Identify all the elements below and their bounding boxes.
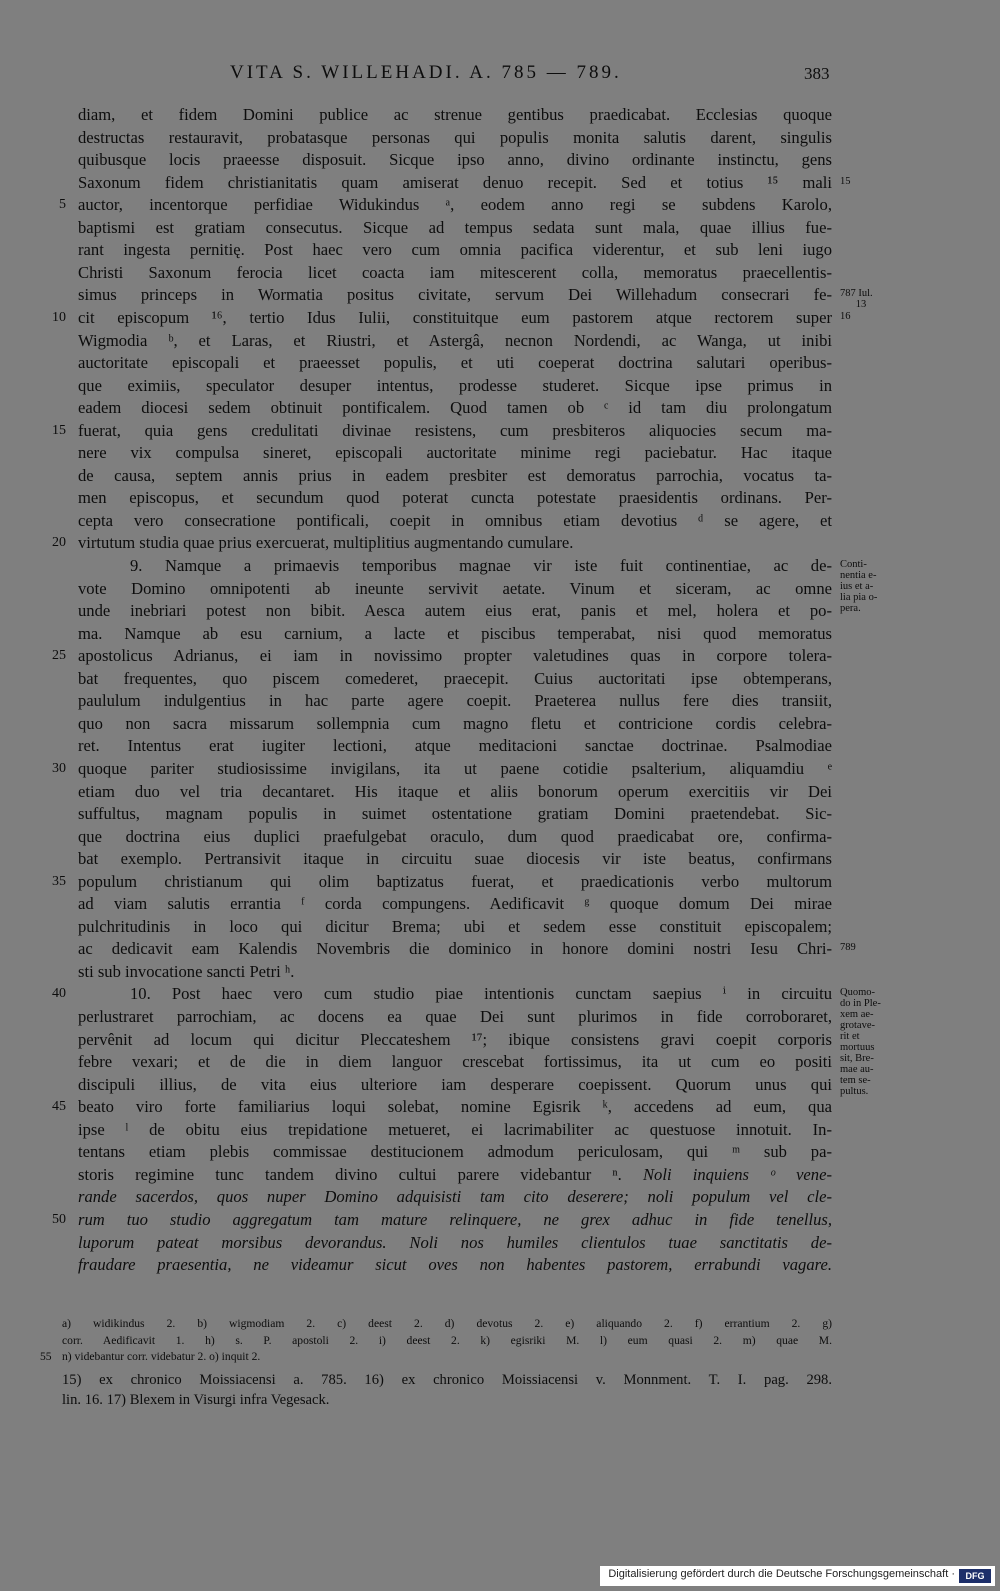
footnote-line: n) videbantur corr. videbatur 2. o) inquit 2. (62, 1350, 261, 1363)
text-line: pulchritudinis in loco qui dicitur Brema; ubi et sedem esse constituit episcopalem; (78, 916, 832, 936)
text-line: apostolicus Adrianus, ei iam in novissimo propter valetudines quas in corpore tolera- (78, 646, 832, 666)
text-line: baptismi est gratiam consecutus. Sicque ad tempus sedata sunt mala, quae illius fue- (78, 217, 832, 237)
text-line: storis regimine tunc tandem divino cultui parere videbantur ⁿ. Noli inquiens ᵒ vene- (78, 1164, 832, 1184)
text-line: Wigmodia ᵇ, et Laras, et Riustri, et Astergâ, necnon Nordendi, ac Wanga, ut inibi (78, 330, 832, 350)
margin-note: 789 (840, 942, 856, 954)
text-line: que doctrina eius duplici praefulgebat oraculo, dum quod praedicabat ore, confirma- (78, 826, 832, 846)
line-number: 55 (40, 1350, 52, 1363)
margin-note: 16 (840, 310, 851, 322)
text-line: destructas restauravit, probatasque personas qui populis monita salutis darent, singulis (78, 127, 832, 147)
margin-note: 15 (840, 175, 851, 187)
text-line: rant ingesta pernitię. Post haec vero cum omnia pacifica viderentur, et sub leni iugo (78, 240, 832, 260)
text-line: quibusque locis praeesse disposuit. Sicque ipso anno, divino ordinante instinctu, gens (78, 150, 832, 170)
line-number: 15 (52, 422, 66, 438)
text-line: fraudare praesentia, ne videamur sicut oves non habentes pastorem, errabundi vagare. (78, 1255, 832, 1275)
text-line: rande sacerdos, quos nuper Domino adquisisti tam cito deserere; noli populum vel cle- (78, 1187, 832, 1207)
text-line: virtutum studia quae prius exercuerat, multiplitius augmentando cumulare. (78, 533, 574, 553)
text-line: cit episcopum ¹⁶, tertio Idus Iulii, constituitque eum pastorem atque rectorem super (78, 307, 832, 327)
source-note: 15) ex chronico Moissiacensi a. 785. 16) ex chronico Moissiacensi v. Monnment. T. I. pag. 298. (62, 1372, 832, 1388)
text-line: bat exemplo. Pertransivit itaque in circuitu suae diocesis vir iste beatus, confirmans (78, 849, 832, 869)
text-line: discipuli illius, de vita eius ulteriore iam desperare coepissent. Quorum unus qui (78, 1074, 832, 1094)
line-number: 45 (52, 1099, 66, 1115)
line-number: 5 (59, 197, 66, 213)
text-line: de causa, septem annis prius in eadem presbiter est demoratus parrochia, vocatus ta- (78, 465, 832, 485)
text-line: bat frequentes, quo piscem comederet, praecepit. Cuius auctoritati ipse obtemperans, (78, 668, 832, 688)
text-line: etiam duo vel tria decantaret. His itaque et aliis bonorum operum exercitiis vir Dei (78, 781, 832, 801)
text-line: eadem diocesi sedem obtinuit pontificalem. Quod tamen ob ᶜ id tam diu prolongatum (78, 398, 832, 418)
text-line: 9. Namque a primaevis temporibus magnae vir iste fuit continentiae, ac de- (130, 556, 832, 575)
line-number: 35 (52, 873, 66, 889)
margin-note: Conti- nentia e- ius et a- lia pia o- pera. (840, 559, 878, 614)
text-line: Saxonum fidem christianitatis quam amiserat denuo recepit. Sed et totius ¹⁵ mali (78, 172, 832, 192)
text-line: 10. Post haec vero cum studio piae intentionis cunctam saepius ⁱ in circuitu (130, 984, 832, 1004)
line-number: 25 (52, 648, 66, 664)
text-line: auctoritate episcopali et praeesset populis, et uti coeperat doctrina salutari operibus- (78, 353, 832, 373)
footnote-line: a) widikindus 2. b) wigmodiam 2. c) deest 2. d) devotus 2. e) aliquando 2. f) errantium 2. g) (62, 1317, 832, 1330)
text-line: simus princeps in Wormatia positus civitate, servum Dei Willehadum consecrari fe- (78, 285, 832, 305)
footnote-line: corr. Aedificavit 1. h) s. P. apostoli 2. i) deest 2. k) egisriki M. l) eum quasi 2. m) quae M. (62, 1333, 832, 1347)
text-line: pervênit ad locum qui dicitur Pleccateshem ¹⁷; ibique consistens gravi coepit corporis (78, 1029, 832, 1049)
text-line: ret. Intentus erat iugiter lectioni, atque meditacioni sanctae doctrinae. Psalmodiae (78, 736, 832, 756)
text-line: tentans etiam plebis commissae destitucionem admodum periculosam, qui ᵐ sub pa- (78, 1142, 832, 1162)
text-line: luporum pateat morsibus devorandus. Noli nos humiles clientulos tuae sanctitatis de- (78, 1232, 832, 1252)
line-number: 20 (52, 535, 66, 551)
text-line: Christi Saxonum ferocia licet coacta iam mitescerent colla, memoratus praecellentis- (78, 262, 832, 282)
text-line: perlustraret parrochiam, ac docens ea quae Dei sunt plurimos in fide corroboraret, (78, 1007, 832, 1026)
text-line: ipse ˡ de obitu eius trepidatione metueret, ei lacrimabiliter ac questuose innotuit. In- (78, 1119, 832, 1139)
text-line: men episcopus, et secundum quod poterat cuncta potestate praesidentis ordinans. Per- (78, 488, 832, 508)
margin-note: Quomo- do in Ple- xem ae- grotave- rit et mortuus sit, Bre- mae au- tem se- pultus. (840, 987, 881, 1098)
margin-note: 787 Iul. 13 (840, 288, 873, 311)
text-line: beato viro forte familiarius loqui solebat, nomine Egisrik ᵏ, accedens ad eum, qua (78, 1097, 832, 1117)
source-note: lin. 16. 17) Blexem in Visurgi infra Vegesack. (62, 1392, 330, 1408)
page-number: 383 (804, 64, 830, 83)
text-line: populum christianum qui olim baptizatus fuerat, et praedicationis verbo multorum (78, 871, 832, 891)
dfg-logo-icon: DFG (959, 1569, 991, 1583)
text-line: paululum indulgentius in hac parte agere coepit. Praeterea nullus fere dies transiit, (78, 691, 832, 711)
line-number: 50 (52, 1211, 66, 1227)
page-header (0, 60, 1000, 90)
line-number: 10 (52, 309, 66, 325)
text-line: cepta vero consecratione pontificali, coepit in omnibus etiam devotius ᵈ se agere, et (78, 510, 832, 530)
text-line: sti sub invocatione sancti Petri ʰ. (78, 961, 295, 981)
text-line: ma. Namque ab esu carnium, a lacte et piscibus temperabat, nisi quod memoratus (78, 623, 832, 643)
text-line: ac dedicavit eam Kalendis Novembris die dominico in honore domini nostri Iesu Chri- (78, 939, 832, 959)
text-line: quo non sacra missarum sollempnia cum magno fletu et contricione cordis celebra- (78, 713, 832, 733)
digitization-footer (600, 1566, 995, 1586)
line-number: 40 (52, 986, 66, 1002)
line-number: 30 (52, 760, 66, 776)
text-line: febre vexari; et de die in diem languor crescebat fortissimus, ita ut cum eo positi (78, 1052, 832, 1072)
footer-credit: Digitalisierung gefördert durch die Deutsche Forschungsgemeinschaft · (608, 1568, 955, 1580)
text-line: fuerat, quia gens credulitati divinae resistens, cum presbiteros aliquocies secum ma- (78, 420, 832, 440)
running-title: VITA S. WILLEHADI. A. 785 — 789. (230, 62, 622, 83)
text-line: quoque pariter studiosissime invigilans, ita ut paene cotidie psalterium, aliquamdiu ᵉ (78, 758, 832, 778)
text-line: auctor, incentorque perfidiae Widukindus ᵃ, eodem anno regi se subdens Karolo, (78, 195, 832, 215)
text-line: vote Domino omnipotenti ab ineunte servivit aetate. Vinum et siceram, ac omne (78, 578, 832, 598)
text-line: unde inebriari potest non bibit. Aesca autem eius erat, panis et mel, holera et po- (78, 601, 832, 621)
text-line: suffultus, magnam populis in suimet ostentatione gratiam Domini praetendebat. Sic- (78, 804, 832, 824)
text-line: rum tuo studio aggregatum tam mature relinquere, ne grex adhuc in fide tenellus, (78, 1209, 832, 1229)
text-line: ad viam salutis errantia ᶠ corda compungens. Aedificavit ᵍ quoque domum Dei mirae (78, 894, 832, 914)
text-line: nere vix compulsa sineret, episcopali auctoritate minime regi paciebatur. Hac itaque (78, 443, 832, 463)
text-line: diam, et fidem Domini publice ac strenue gentibus praedicabat. Ecclesias quoque (78, 105, 832, 124)
text-line: que eximiis, speculator desuper intentus, prodesse studeret. Sicque ipse primus in (78, 375, 832, 395)
